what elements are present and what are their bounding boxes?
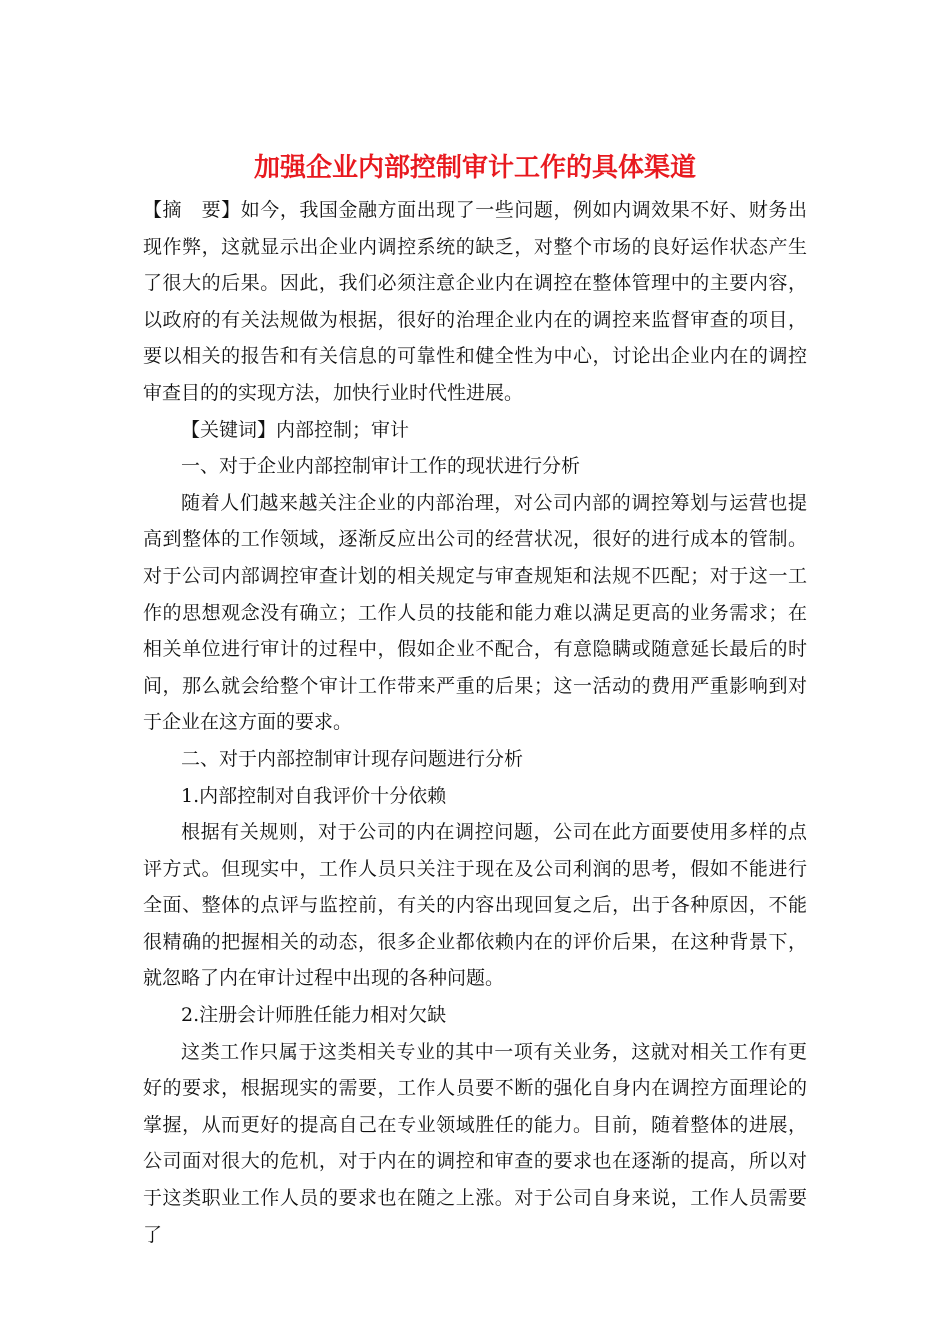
section-heading-1: 一、对于企业内部控制审计工作的现状进行分析: [181, 455, 581, 478]
document-body: [143, 192, 807, 1253]
subsection-heading-1: 1.内部控制对自我评价十分依赖: [181, 784, 447, 807]
body-paragraph: 根据有关规则，对于公司的内在调控问题，公司在此方面要使用多样的点评方式。但现实中，工作人员只关注于现在及公司利润的思考，假如不能进行全面、整体的点评与监控前，有关的内容出现回复之后，出于各种原因，不能很精确的把握相关的动态，很多企业都依赖内在的评价后果，在这种背景下，就忽略了内在审计过程中出现的各种问题。: [143, 821, 807, 990]
body-paragraph: 这类工作只属于这类相关专业的其中一项有关业务，这就对相关工作有更好的要求，根据现实的需要，工作人员要不断的强化自身内在调控方面理论的掌握，从而更好的提高自己在专业领域胜任的能力。目前，随着整体的进展，公司面对很大的危机，对于内在的调控和审查的要求也在逐渐的提高，所以对于这类职业工作人员的要求也在随之上涨。对于公司自身来说，工作人员需要了: [143, 1040, 807, 1246]
body-paragraph: 随着人们越来越关注企业的内部治理，对公司内部的调控筹划与运营也提高到整体的工作领域，逐渐反应出公司的经营状况，很好的进行成本的管制。对于公司内部调控审查计划的相关规定与审查规矩和法规不匹配；对于这一工作的思想观念没有确立；工作人员的技能和能力难以满足更高的业务需求；在相关单位进行审计的过程中，假如企业不配合，有意隐瞒或随意延长最后的时间，那么就会给整个审计工作带来严重的后果；这一活动的费用严重影响到对于企业在这方面的要求。: [143, 491, 807, 734]
document-title: 加强企业内部控制审计工作的具体渠道: [253, 153, 696, 183]
abstract-paragraph: 【摘 要】如今，我国金融方面出现了一些问题，例如内调效果不好、财务出现作弊，这就显示出企业内调控系统的缺乏，对整个市场的良好运作状态产生了很大的后果。因此，我们必须注意企业内在调控在整体管理中的主要内容，以政府的有关法规做为根据，很好的治理企业内在的调控来监督审查的项目，要以相关的报告和有关信息的可靠性和健全性为中心，讨论出企业内在的调控审查目的的实现方法，加快行业时代性进展。: [143, 199, 807, 404]
subsection-heading-2: 2.注册会计师胜任能力相对欠缺: [181, 1004, 447, 1027]
keywords-paragraph: 【关键词】内部控制；审计: [181, 418, 410, 441]
section-heading-2: 二、对于内部控制审计现存问题进行分析: [181, 747, 524, 770]
